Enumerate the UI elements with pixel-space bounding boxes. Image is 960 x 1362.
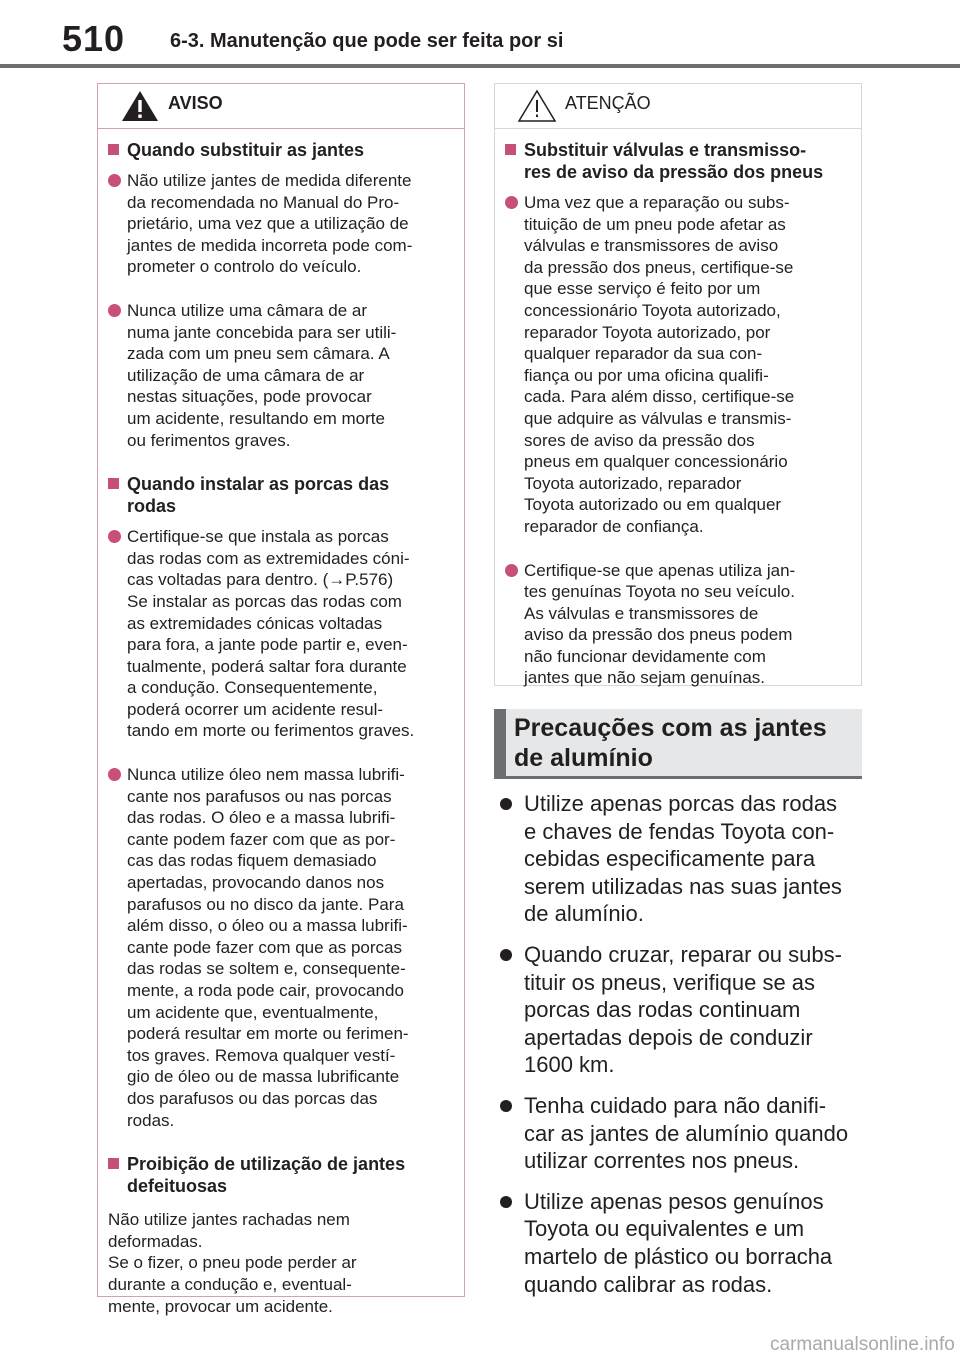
notice-subheading: Substituir válvulas e transmisso- res de aviso da pressão dos pneus	[505, 139, 849, 183]
warning-subheading: Proibição de utilização de jantes defeituosas	[108, 1153, 452, 1197]
warning-subheading: Quando instalar as porcas das rodas	[108, 473, 452, 517]
warning-paragraph: Não utilize jantes rachadas nem deformadas. Se o fizer, o pneu pode perder ar durante a condução e, eventual- mente, provocar um acidente.	[108, 1210, 357, 1316]
warning-bullet: Certifique-se que instala as porcas das rodas com as extremidades cóni- cas voltadas para dentro. (→P.576) Se instalar as porcas das rodas com as extremidades cónicas voltadas para fora, a jante pode partir e, even- tualmente, poderá saltar fora durante a condução. Consequentemente, poderá ocorrer um acidente resul- tando em morte ou ferimentos graves.	[108, 526, 452, 742]
bullet-icon	[500, 949, 512, 961]
warning-box-header	[98, 84, 464, 129]
bullet-icon	[500, 1100, 512, 1112]
notice-box-body	[495, 139, 861, 689]
round-bullet-icon	[108, 304, 121, 317]
square-bullet-icon	[108, 478, 119, 489]
warning-bullet: Nunca utilize uma câmara de ar numa jante concebida para ser utili- zada com um pneu sem câmara. A utilização de uma câmara de ar nestas situações, pode provocar um acidente, resultando em morte ou ferimentos graves.	[108, 300, 452, 451]
warning-box-title: AVISO	[168, 93, 223, 113]
warning-box-body	[98, 139, 464, 1317]
list-item: Utilize apenas pesos genuínos Toyota ou equivalentes e um martelo de plástico ou borracha quando calibrar as rodas.	[494, 1188, 866, 1298]
watermark: carmanualsonline.info	[770, 1334, 955, 1355]
caution-triangle-icon	[517, 89, 557, 123]
warning-subheading: Quando substituir as jantes	[108, 139, 452, 161]
warning-bullet: Não utilize jantes de medida diferente da recomendada no Manual do Pro- prietário, uma vez que a utilização de jantes de medida incorreta pode com- prometer o controlo do veículo.	[108, 170, 452, 278]
section-title: 6-3. Manutenção que pode ser feita por si	[170, 30, 564, 52]
warning-bullet: Nunca utilize óleo nem massa lubrifi- cante nos parafusos ou nas porcas das rodas. O óleo e a massa lubrifi- cante podem fazer com que as por- cas das rodas fiquem demasiado apertadas, provocando danos nos parafusos ou no disco da jante. Para além disso, o óleo ou a massa lubrifi- cante pode fazer com que as porcas das rodas se soltem e, consequente- mente, a roda pode cair, provocando um acidente que, eventualmente, poderá resultar em morte ou ferimen- tos graves. Remova qualquer vestí- gio de óleo ou de massa lubrificante dos parafusos ou das porcas das rodas.	[108, 764, 452, 1131]
notice-box	[494, 83, 862, 686]
square-bullet-icon	[108, 1158, 119, 1169]
list-item: Tenha cuidado para não danifi- car as jantes de alumínio quando utilizar correntes nos pneus.	[494, 1092, 866, 1175]
section-heading: Precauções com as jantes de alumínio	[494, 709, 862, 779]
header-rule	[0, 64, 960, 68]
bullet-icon	[500, 1196, 512, 1208]
warning-box	[97, 83, 465, 1316]
square-bullet-icon	[505, 144, 516, 155]
page-number: 510	[62, 18, 126, 59]
list-item: Utilize apenas porcas das rodas e chaves de fendas Toyota con- cebidas especificamente para serem utilizadas nas suas jantes de alumínio.	[494, 790, 866, 928]
bullet-icon	[500, 798, 512, 810]
square-bullet-icon	[108, 144, 119, 155]
notice-bullet: Certifique-se que apenas utiliza jan- tes genuínas Toyota no seu veículo. As válvulas e transmissores de aviso da pressão dos pneus podem não funcionar devidamente com jantes que não sejam genuínas.	[505, 560, 849, 690]
warning-triangle-icon	[120, 89, 160, 123]
round-bullet-icon	[505, 564, 518, 577]
list-item: Quando cruzar, reparar ou subs- tituir os pneus, verifique se as porcas das rodas continuam apertadas depois de conduzir 1600 km.	[494, 941, 866, 1079]
round-bullet-icon	[108, 530, 121, 543]
round-bullet-icon	[108, 768, 121, 781]
round-bullet-icon	[108, 174, 121, 187]
main-bullet-list	[494, 790, 866, 1311]
notice-box-header	[495, 84, 861, 129]
round-bullet-icon	[505, 196, 518, 209]
notice-box-title: ATENÇÃO	[565, 93, 651, 113]
notice-bullet: Uma vez que a reparação ou subs- tituição de um pneu pode afetar as válvulas e transmissores de aviso da pressão dos pneus, certifique-se que esse serviço é feito por um concessionário Toyota autorizado, reparador Toyota autorizado, por qualquer reparador da sua con- fiança ou por uma oficina qualifi- cada. Para além disso, certifique-se que adquire as válvulas e transmis- sores de aviso da pressão dos pneus em qualquer concessionário Toyota autorizado, reparador Toyota autorizado ou em qualquer reparador de confiança.	[505, 192, 849, 538]
